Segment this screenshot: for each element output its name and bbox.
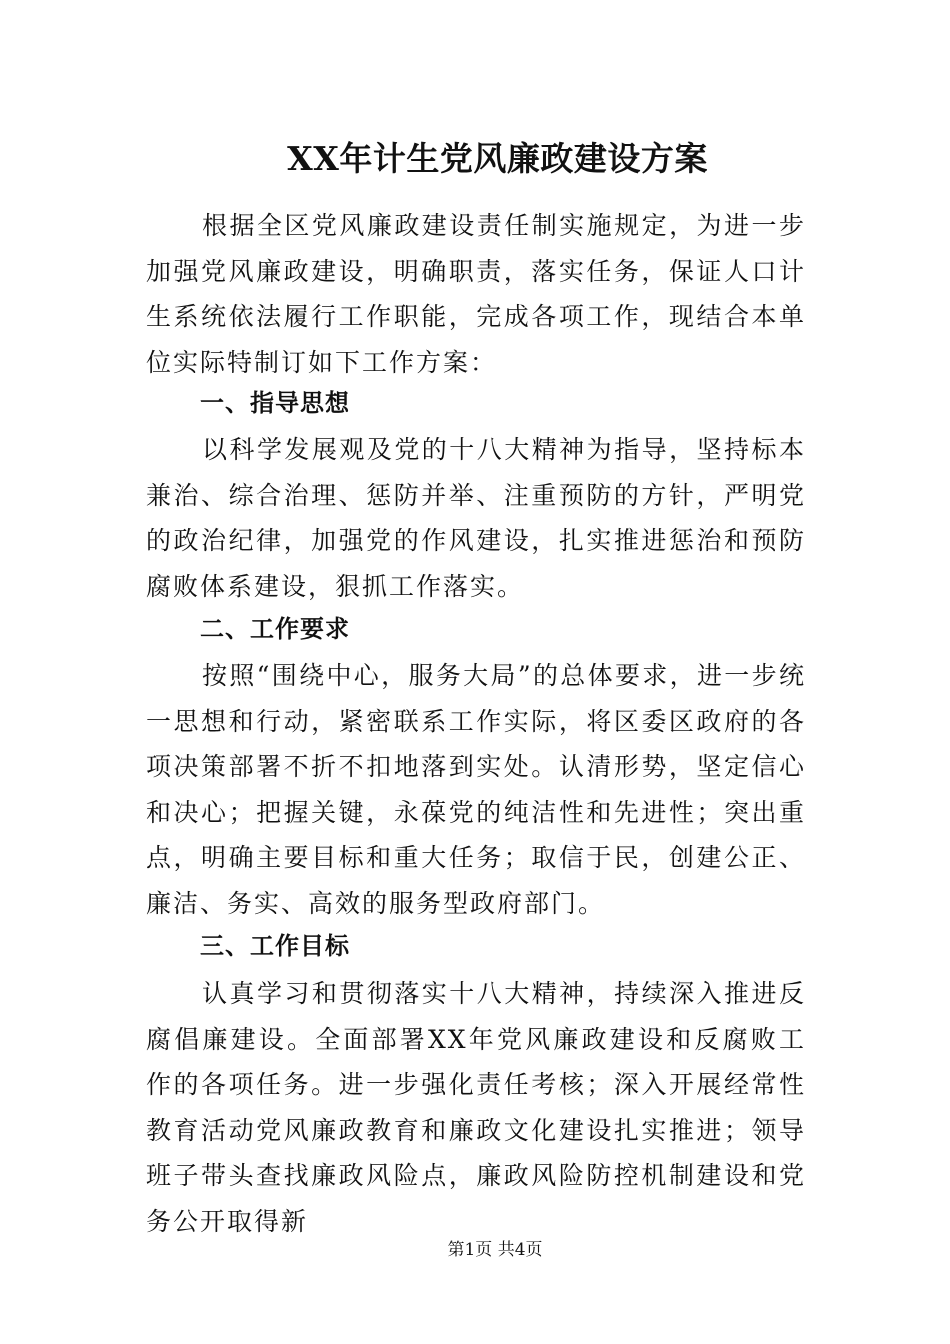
section-text-work-requirements: 按照“围绕中心，服务大局”的总体要求，进一步统一思想和行动，紧密联系工作实际，将区委区政府的各项决策部署不折不扣地落到实处。认清形势，坚定信心和决心；把握关键，永葆党的纯洁性和先进性；突出重点，明确主要目标和重大任务；取信于民，创建公正、廉洁、务实、高效的服务型政府部门。 — [146, 661, 806, 918]
section-heading-work-requirements: 二、工作要求 — [200, 615, 350, 643]
document-title: XX年计生党风廉政建设方案 — [287, 139, 708, 178]
section-heading-guiding-thought: 一、指导思想 — [200, 389, 350, 417]
intro-paragraph: 根据全区党风廉政建设责任制实施规定，为进一步加强党风廉政建设，明确职责，落实任务，保证人口计生系统依法履行工作职能，完成各项工作，现结合本单位实际特制订如下工作方案： — [146, 211, 806, 377]
section-heading-work-goals: 三、工作目标 — [200, 932, 350, 960]
page-number-footer: 第1页 共4页 — [447, 1240, 543, 1260]
section-text-work-goals: 认真学习和贯彻落实十八大精神，持续深入推进反腐倡廉建设。全面部署XX年党风廉政建设和反腐败工作的各项任务。进一步强化责任考核；深入开展经常性教育活动党风廉政教育和廉政文化建设扎实推进；领导班子带头查找廉政风险点，廉政风险防控机制建设和党务公开取得新 — [146, 979, 806, 1236]
section-text-guiding-thought: 以科学发展观及党的十八大精神为指导，坚持标本兼治、综合治理、惩防并举、注重预防的方针，严明党的政治纪律，加强党的作风建设，扎实推进惩治和预防腐败体系建设，狠抓工作落实。 — [146, 435, 806, 601]
